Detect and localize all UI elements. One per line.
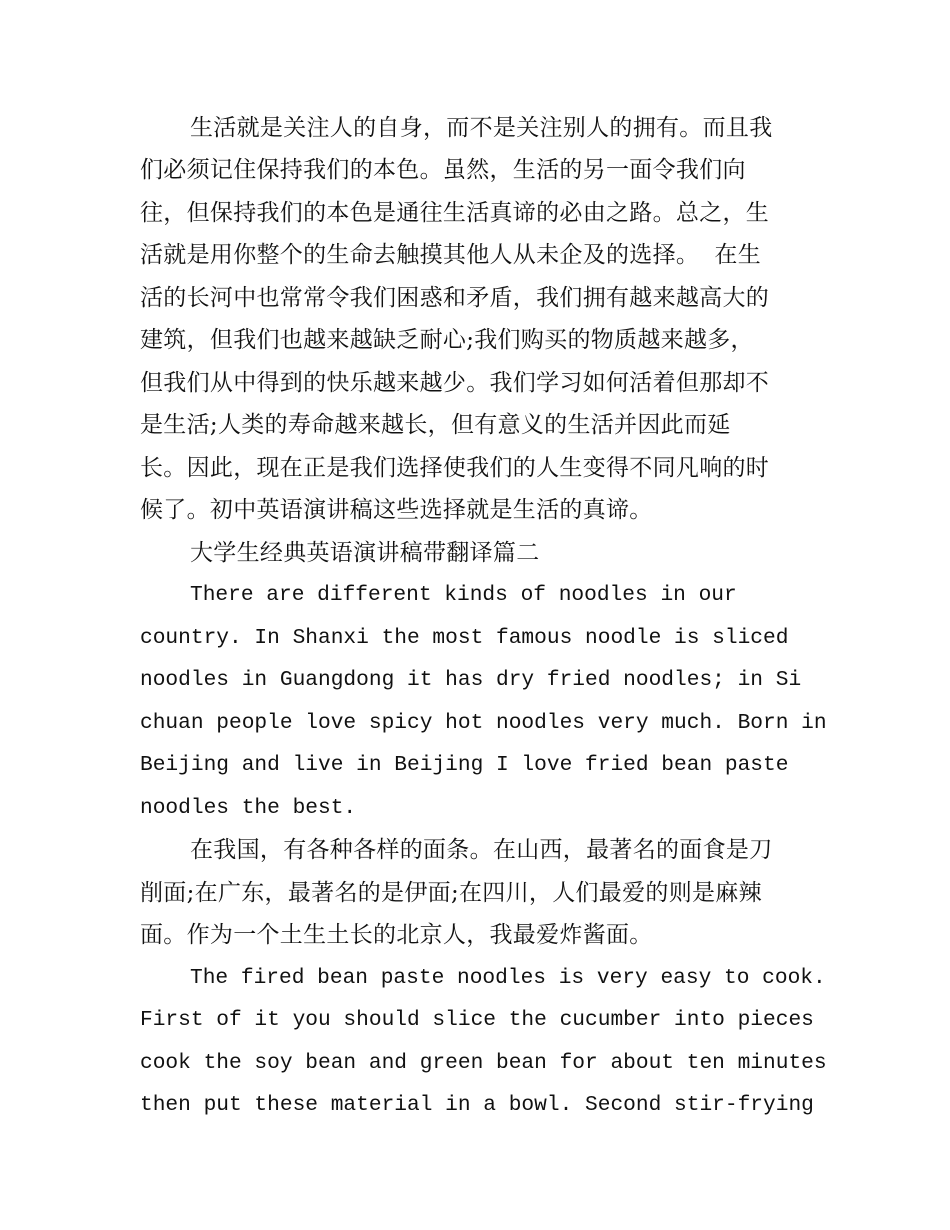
paragraph-1-line-7: 但我们从中得到的快乐越来越少。我们学习如何活着但那却不 [140,370,770,396]
paragraph-3-line-2: 削面;在广东，最著名的是伊面;在四川，人们最爱的则是麻辣 [140,880,762,906]
paragraph-4-line-3: cook the soy bean and green bean for about ten minutes [140,1051,827,1075]
paragraph-1-line-3: 往，但保持我们的本色是通往生活真谛的必由之路。总之，生 [140,200,770,226]
paragraph-1-line-4: 活就是用你整个的生命去触摸其他人从未企及的选择。 在生 [140,242,762,268]
paragraph-4-line-4: then put these material in a bowl. Second stir-frying [140,1093,814,1117]
paragraph-1-line-1: 生活就是关注人的自身，而不是关注别人的拥有。而且我 [190,115,773,141]
paragraph-4-line-2: First of it you should slice the cucumber into pieces [140,1008,814,1032]
paragraph-2-line-3: noodles in Guangdong it has dry fried noodles; in Si [140,668,802,692]
paragraph-1-line-10: 候了。初中英语演讲稿这些选择就是生活的真谛。 [140,497,653,523]
paragraph-2-line-6: noodles the best. [140,796,357,820]
paragraph-2-line-5: Beijing and live in Beijing I love fried bean paste [140,753,789,777]
paragraph-3-line-1: 在我国，有各种各样的面条。在山西，最著名的面食是刀 [190,837,773,863]
paragraph-3-line-3: 面。作为一个土生土长的北京人，我最爱炸酱面。 [140,922,653,948]
paragraph-4-line-1: The fired bean paste noodles is very easy to cook. [190,966,826,990]
paragraph-1-line-6: 建筑，但我们也越来越缺乏耐心;我们购买的物质越来越多， [140,327,754,353]
paragraph-2-line-2: country. In Shanxi the most famous noodle is sliced [140,626,789,650]
paragraph-1-line-5: 活的长河中也常常令我们困惑和矛盾，我们拥有越来越高大的 [140,285,770,311]
paragraph-2-line-4: chuan people love spicy hot noodles very much. Born in [140,711,827,735]
paragraph-1-line-8: 是生活;人类的寿命越来越长，但有意义的生活并因此而延 [140,412,731,438]
paragraph-1-line-2: 们必须记住保持我们的本色。虽然，生活的另一面令我们向 [140,157,746,183]
section-heading: 大学生经典英语演讲稿带翻译篇二 [190,540,540,566]
paragraph-2-line-1: There are different kinds of noodles in our [190,583,737,607]
paragraph-1-line-9: 长。因此，现在正是我们选择使我们的人生变得不同凡响的时 [140,455,770,481]
